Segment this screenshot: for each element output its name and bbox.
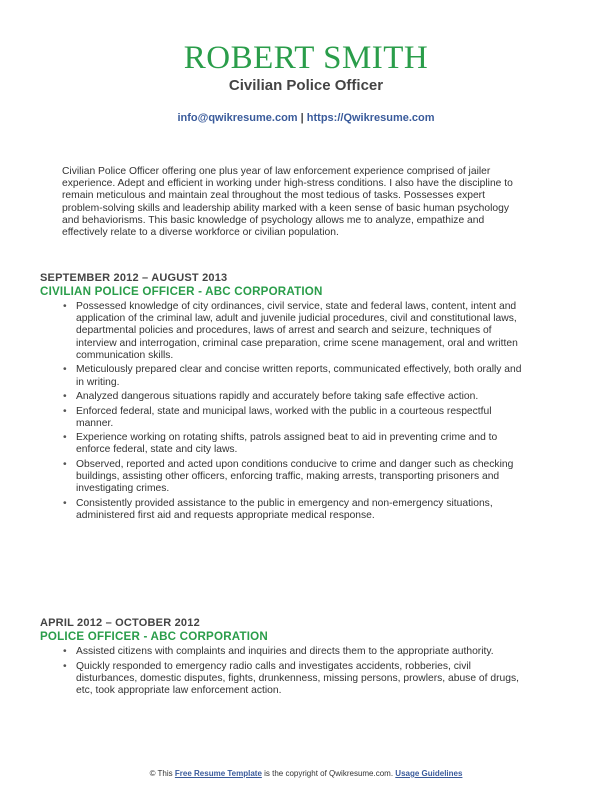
candidate-name: ROBERT SMITH bbox=[183, 40, 429, 76]
footer-prefix: © This bbox=[149, 769, 173, 778]
job-position: POLICE OFFICER - ABC CORPORATION bbox=[40, 630, 268, 643]
job-position: CIVILIAN POLICE OFFICER - ABC CORPORATION bbox=[40, 285, 323, 298]
job-dates: SEPTEMBER 2012 – AUGUST 2013 bbox=[40, 272, 228, 284]
job-title: Civilian Police Officer bbox=[228, 77, 384, 94]
contact-separator: | bbox=[300, 112, 304, 124]
job-bullets bbox=[40, 301, 522, 522]
usage-guidelines-link[interactable]: Usage Guidelines bbox=[395, 769, 463, 778]
free-resume-template-link[interactable]: Free Resume Template bbox=[174, 769, 262, 778]
email-link[interactable]: info@qwikresume.com bbox=[177, 112, 298, 124]
list-item: • Analyzed dangerous situations rapidly and accurately before taking safe effective action. bbox=[76, 391, 522, 403]
list-item: • Assisted citizens with complaints and inquiries and directs them to the appropriate authority. bbox=[76, 646, 522, 658]
list-item: • Experience working on rotating shifts, patrols assigned beat to aid in preventing crime and to enforce federal, state and city laws. bbox=[76, 432, 522, 456]
website-link[interactable]: https://Qwikresume.com bbox=[306, 112, 435, 124]
list-item: • Meticulously prepared clear and concise written reports, communicated effectively, both orally and in writing. bbox=[76, 364, 522, 388]
contact-line bbox=[0, 111, 612, 125]
list-item: • Enforced federal, state and municipal laws, worked with the public in a courteous respectful manner. bbox=[76, 406, 522, 430]
list-item: • Possessed knowledge of city ordinances, civil service, state and federal laws, content, intent and application of the criminal law, adult and juvenile judicial procedures, civil and constitutional laws, departmental policies and procedures, laws of arrest and search and seizure, techniques of interview and interrogation, criminal case preparation, crime scene management, oral and written communication skills. bbox=[76, 301, 522, 362]
job-bullets bbox=[40, 646, 522, 697]
experience-section-2 bbox=[40, 616, 540, 699]
job-dates: APRIL 2012 – OCTOBER 2012 bbox=[40, 617, 200, 629]
footer bbox=[0, 769, 612, 779]
list-item: • Consistently provided assistance to the public in emergency and non-emergency situations, administered first aid and requests appropriate medical response. bbox=[76, 498, 522, 522]
list-item: • Observed, reported and acted upon conditions conducive to crime and danger such as checking buildings, assisting other officers, enforcing traffic, making arrests, transporting prisoners and investigating crimes. bbox=[76, 459, 522, 496]
list-item: • Quickly responded to emergency radio calls and investigates accidents, robberies, civil disturbances, domestic disputes, fights, drunkenness, missing persons, prowlers, abuse of drugs, etc, took appropriate law enforcement action. bbox=[76, 661, 522, 698]
experience-section-1 bbox=[40, 271, 540, 525]
summary-paragraph: Civilian Police Officer offering one plus year of law enforcement experience comprised of jailer experience. Adept and efficient in working under high-stress conditions. I also have the discipline to remain meticulous and maintain zeal throughout the most tedious of tasks. Possesses expert problem-solving skills and leadership ability marked with a keen sense of basic human psychology and behaviorisms. This basic knowledge of psychology allows me to analyze, empathize and effectively relate to a diverse workforce or civilian population. bbox=[62, 166, 513, 239]
footer-copyright: is the copyright of Qwikresume.com. bbox=[264, 769, 394, 778]
